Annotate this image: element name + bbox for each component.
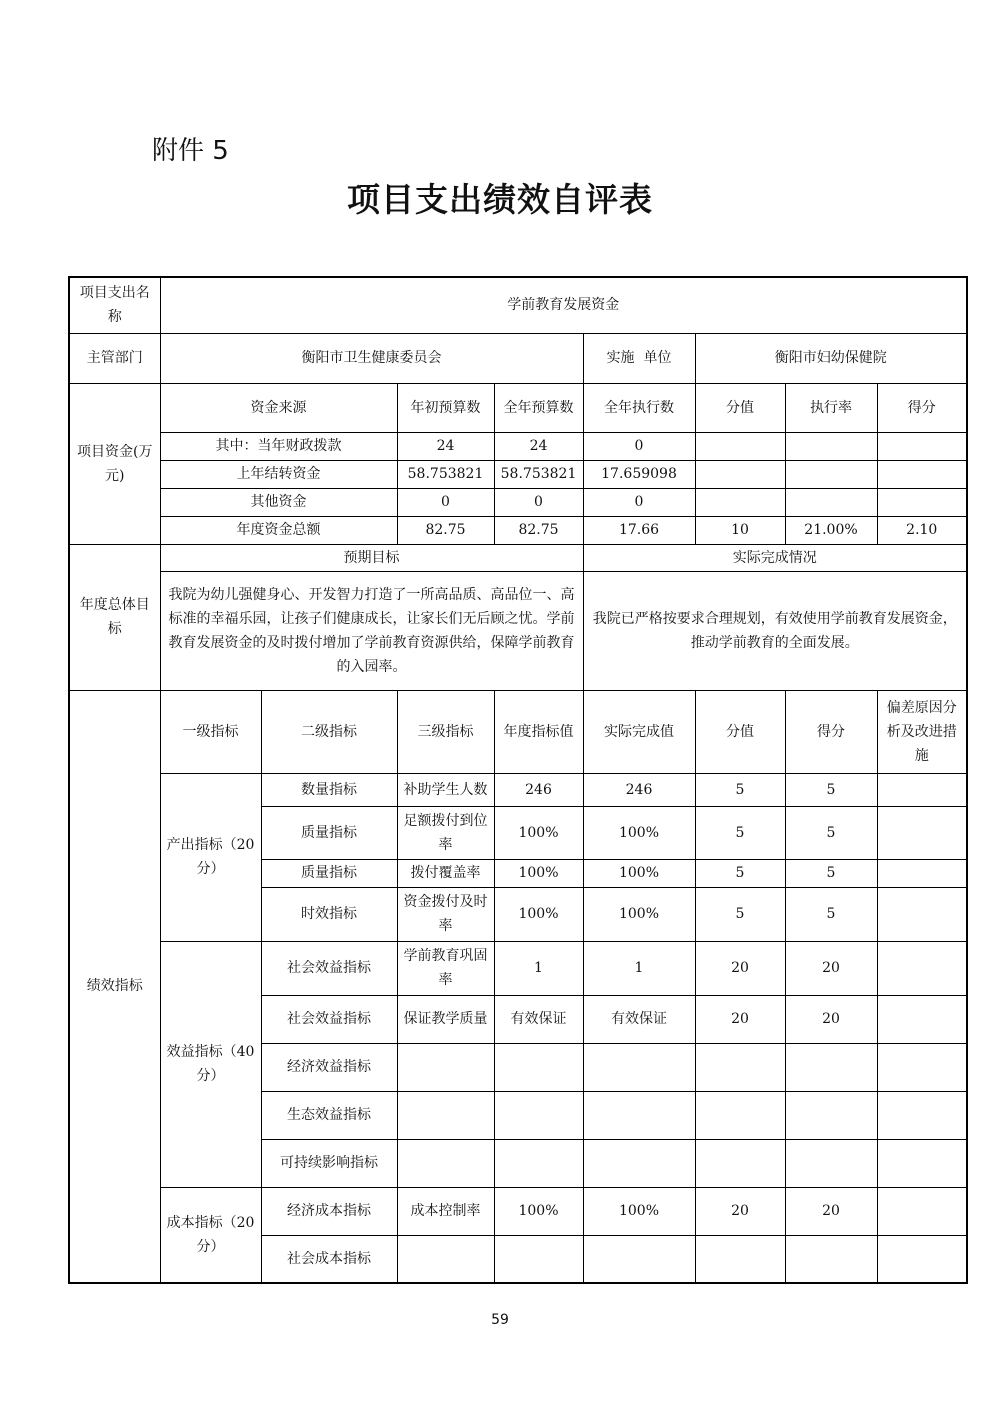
perf-cell — [877, 773, 967, 806]
page-number: 59 — [491, 1312, 509, 1328]
funds-cell — [785, 488, 877, 516]
implementing-unit-value: 衡阳市妇幼保健院 — [695, 333, 967, 383]
perf-cell: 5 — [695, 859, 785, 887]
perf-cell: 100% — [494, 1187, 583, 1235]
perf-cell: 5 — [695, 773, 785, 806]
perf-cell — [695, 1091, 785, 1139]
funds-header-weight: 分值 — [695, 383, 785, 432]
performance-indicators-label: 绩效指标 — [69, 690, 160, 1283]
funds-cell — [785, 432, 877, 460]
funds-cell: 17.659098 — [583, 460, 695, 488]
perf-cell — [494, 1139, 583, 1187]
perf-cell: 5 — [785, 773, 877, 806]
perf-cell: 5 — [785, 887, 877, 941]
project-name-value: 学前教育发展资金 — [160, 277, 967, 333]
funds-header-annual-budget: 全年预算数 — [494, 383, 583, 432]
perf-cell — [397, 1139, 494, 1187]
department-value: 衡阳市卫生健康委员会 — [160, 333, 583, 383]
funds-cell: 24 — [494, 432, 583, 460]
funds-cell: 其中：当年财政拨款 — [160, 432, 397, 460]
funds-header-source: 资金来源 — [160, 383, 397, 432]
perf-cell: 100% — [494, 806, 583, 859]
perf-cell: 有效保证 — [583, 995, 695, 1043]
funds-cell — [877, 460, 967, 488]
perf-header-level1: 一级指标 — [160, 690, 261, 773]
perf-cell: 成本控制率 — [397, 1187, 494, 1235]
perf-cell: 5 — [785, 859, 877, 887]
perf-cell: 社会效益指标 — [261, 941, 397, 995]
project-funds-label: 项目资金(万元) — [69, 383, 160, 544]
perf-cell: 时效指标 — [261, 887, 397, 941]
actual-completion-text: 我院已严格按要求合理规划，有效使用学前教育发展资金，推动学前教育的全面发展。 — [583, 571, 967, 690]
perf-header-target: 年度指标值 — [494, 690, 583, 773]
perf-cell: 20 — [695, 1187, 785, 1235]
perf-cell — [695, 1235, 785, 1283]
output-indicators-group: 产出指标（20分） — [160, 773, 261, 941]
perf-cell: 经济效益指标 — [261, 1043, 397, 1091]
perf-cell: 可持续影响指标 — [261, 1139, 397, 1187]
funds-cell — [785, 460, 877, 488]
perf-cell: 20 — [695, 941, 785, 995]
funds-cell: 年度资金总额 — [160, 516, 397, 544]
perf-cell: 保证教学质量 — [397, 995, 494, 1043]
perf-cell — [583, 1139, 695, 1187]
funds-cell — [877, 488, 967, 516]
funds-cell: 其他资金 — [160, 488, 397, 516]
perf-cell: 5 — [695, 806, 785, 859]
funds-cell: 58.753821 — [494, 460, 583, 488]
perf-cell: 20 — [695, 995, 785, 1043]
perf-cell: 100% — [583, 806, 695, 859]
perf-cell — [877, 1139, 967, 1187]
funds-cell — [695, 488, 785, 516]
benefit-indicators-group: 效益指标（40分） — [160, 941, 261, 1187]
perf-cell — [877, 1091, 967, 1139]
funds-cell: 0 — [397, 488, 494, 516]
perf-cell: 20 — [785, 1187, 877, 1235]
funds-cell: 21.00% — [785, 516, 877, 544]
funds-header-score: 得分 — [877, 383, 967, 432]
perf-cell: 数量指标 — [261, 773, 397, 806]
funds-cell — [695, 432, 785, 460]
funds-cell: 0 — [583, 432, 695, 460]
perf-cell — [877, 806, 967, 859]
perf-cell — [877, 941, 967, 995]
perf-cell — [785, 1091, 877, 1139]
project-name-label: 项目支出名称 — [69, 277, 160, 333]
perf-cell — [785, 1139, 877, 1187]
department-label: 主管部门 — [69, 333, 160, 383]
perf-cell — [397, 1043, 494, 1091]
funds-cell — [695, 460, 785, 488]
perf-cell: 100% — [494, 887, 583, 941]
funds-header-initial-budget: 年初预算数 — [397, 383, 494, 432]
perf-cell: 246 — [494, 773, 583, 806]
perf-cell — [494, 1091, 583, 1139]
perf-cell: 100% — [494, 859, 583, 887]
perf-cell: 246 — [583, 773, 695, 806]
funds-header-executed: 全年执行数 — [583, 383, 695, 432]
funds-cell: 17.66 — [583, 516, 695, 544]
perf-cell: 5 — [695, 887, 785, 941]
perf-cell — [583, 1091, 695, 1139]
perf-cell: 社会成本指标 — [261, 1235, 397, 1283]
performance-evaluation-table — [68, 276, 968, 1284]
perf-cell: 质量指标 — [261, 806, 397, 859]
perf-header-score: 得分 — [785, 690, 877, 773]
perf-cell: 社会效益指标 — [261, 995, 397, 1043]
attachment-label: 附件 5 — [152, 136, 229, 166]
perf-cell: 拨付覆盖率 — [397, 859, 494, 887]
perf-cell: 5 — [785, 806, 877, 859]
perf-cell — [397, 1235, 494, 1283]
perf-cell — [877, 995, 967, 1043]
perf-cell: 20 — [785, 995, 877, 1043]
cost-indicators-group: 成本指标（20分） — [160, 1187, 261, 1283]
funds-cell: 82.75 — [494, 516, 583, 544]
perf-cell — [877, 1043, 967, 1091]
perf-cell — [877, 887, 967, 941]
perf-cell — [583, 1235, 695, 1283]
perf-cell: 20 — [785, 941, 877, 995]
page-title: 项目支出绩效自评表 — [347, 180, 653, 219]
perf-cell — [583, 1043, 695, 1091]
perf-cell — [494, 1235, 583, 1283]
perf-cell: 经济成本指标 — [261, 1187, 397, 1235]
implementing-unit-label: 实施 单位 — [583, 333, 695, 383]
perf-cell — [494, 1043, 583, 1091]
funds-cell: 上年结转资金 — [160, 460, 397, 488]
perf-cell — [877, 1235, 967, 1283]
perf-cell — [785, 1043, 877, 1091]
perf-header-level3: 三级指标 — [397, 690, 494, 773]
perf-cell — [785, 1235, 877, 1283]
perf-header-weight: 分值 — [695, 690, 785, 773]
perf-header-level2: 二级指标 — [261, 690, 397, 773]
perf-cell: 补助学生人数 — [397, 773, 494, 806]
funds-cell: 24 — [397, 432, 494, 460]
perf-cell: 有效保证 — [494, 995, 583, 1043]
funds-header-execution-rate: 执行率 — [785, 383, 877, 432]
perf-cell — [695, 1139, 785, 1187]
perf-cell: 学前教育巩固率 — [397, 941, 494, 995]
perf-cell — [397, 1091, 494, 1139]
perf-cell: 100% — [583, 859, 695, 887]
perf-header-actual: 实际完成值 — [583, 690, 695, 773]
funds-cell: 82.75 — [397, 516, 494, 544]
expected-goals-header: 预期目标 — [160, 544, 583, 571]
perf-cell — [695, 1043, 785, 1091]
expected-goals-text: 我院为幼儿强健身心、开发智力打造了一所高品质、高品位一、高标准的幸福乐园，让孩子们健康成长，让家长们无后顾之忧。学前教育发展资金的及时拨付增加了学前教育资源供给，保障学前教育的入园率。 — [160, 571, 583, 690]
funds-cell — [877, 432, 967, 460]
funds-cell: 2.10 — [877, 516, 967, 544]
perf-cell: 生态效益指标 — [261, 1091, 397, 1139]
perf-cell — [877, 859, 967, 887]
funds-cell: 0 — [494, 488, 583, 516]
perf-cell: 足额拨付到位率 — [397, 806, 494, 859]
perf-header-deviation: 偏差原因分析及改进措施 — [877, 690, 967, 773]
perf-cell: 1 — [494, 941, 583, 995]
funds-cell: 0 — [583, 488, 695, 516]
actual-completion-header: 实际完成情况 — [583, 544, 967, 571]
funds-cell: 58.753821 — [397, 460, 494, 488]
perf-cell: 100% — [583, 887, 695, 941]
perf-cell: 质量指标 — [261, 859, 397, 887]
perf-cell: 资金拨付及时率 — [397, 887, 494, 941]
perf-cell: 100% — [583, 1187, 695, 1235]
annual-goals-label: 年度总体目标 — [69, 544, 160, 690]
perf-cell — [877, 1187, 967, 1235]
perf-cell: 1 — [583, 941, 695, 995]
funds-cell: 10 — [695, 516, 785, 544]
